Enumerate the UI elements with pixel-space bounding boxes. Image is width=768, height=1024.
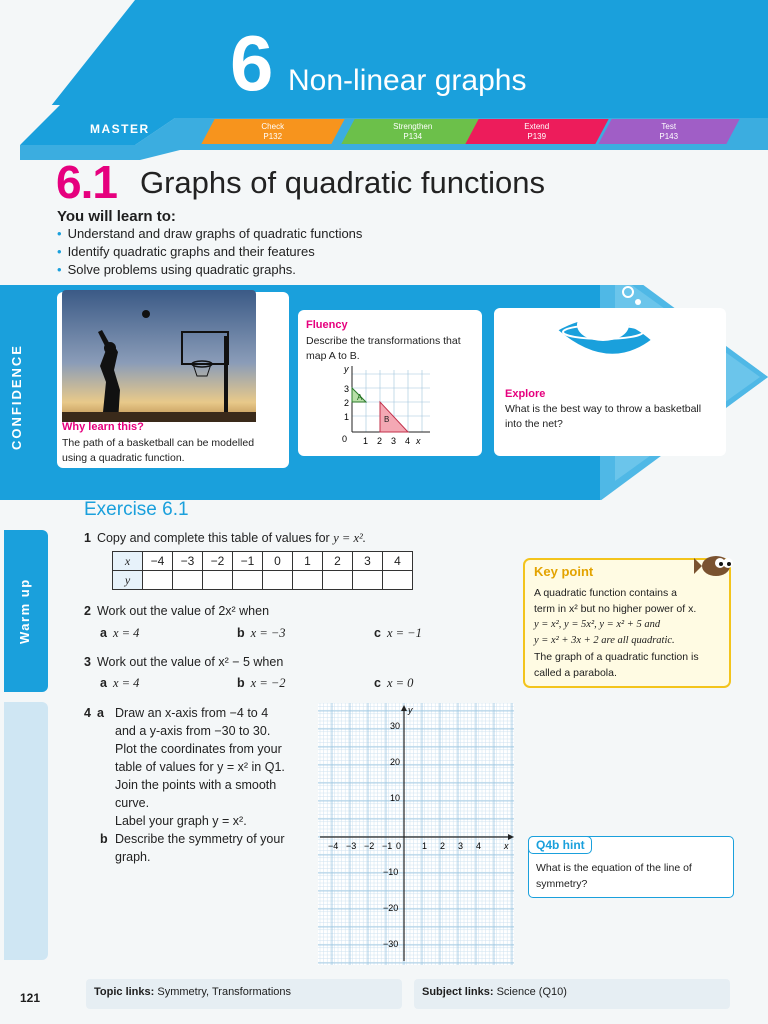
explore-title: Explore: [505, 388, 546, 400]
question-4a-text: Draw an x-axis from −4 to 4 and a y-axis from −30 to 30. Plot the coordinates from your table of values for y = x² in Q1. Join the points with a smooth curve. Label your graph y = x².: [115, 706, 285, 828]
fish-icon: [694, 552, 734, 580]
y-tick: −20: [383, 903, 399, 913]
table-cell: −1: [233, 552, 263, 571]
table-header: x: [113, 552, 143, 571]
table-cell: [263, 571, 293, 590]
x-tick: −4: [328, 841, 339, 851]
question-1: 1 Copy and complete this table of values for y = x².: [84, 531, 366, 545]
learn-item: • Identify quadratic graphs and their features: [57, 244, 315, 259]
y-axis-label: y: [344, 364, 349, 374]
y-tick: 10: [390, 793, 401, 803]
table-cell: [203, 571, 233, 590]
x-tick: 1: [422, 841, 428, 851]
table-cell: 0: [263, 552, 293, 571]
values-table: [112, 551, 413, 590]
page-number: 121: [20, 991, 41, 1005]
equation: y = x².: [333, 531, 366, 545]
x-tick: 3: [391, 436, 397, 446]
table-cell: 1: [293, 552, 323, 571]
extend-link[interactable]: [465, 119, 608, 144]
question-3: 3 Work out the value of x² − 5 when: [84, 655, 284, 669]
x-tick: −2: [364, 841, 375, 851]
fluency-title: Fluency: [306, 319, 348, 331]
key-point-title: Key point: [534, 564, 594, 579]
pill-label: Test: [661, 122, 677, 131]
origin-label: 0: [342, 434, 348, 444]
side-tab: [4, 702, 48, 960]
shape-b-label: B: [384, 415, 390, 424]
table-cell: −2: [203, 552, 233, 571]
strengthen-link[interactable]: [341, 119, 484, 144]
question-part: c x = −1: [374, 626, 422, 640]
chapter-title: Non-linear graphs: [288, 64, 527, 97]
pill-label: Check: [261, 122, 285, 131]
table-cell: 2: [323, 552, 353, 571]
fluency-text: Describe the transformations that map A to B.: [306, 335, 461, 362]
y-tick: −30: [383, 939, 399, 949]
y-tick: 30: [390, 721, 401, 731]
question-2: 2 Work out the value of 2x² when: [84, 604, 270, 618]
learn-heading: You will learn to:: [57, 208, 176, 225]
learn-item: • Solve problems using quadratic graphs.: [57, 262, 296, 277]
x-tick: 2: [377, 436, 383, 446]
basketball-photo: [62, 290, 256, 422]
question-number: 1: [84, 531, 91, 545]
topic-links: Topic links: Symmetry, Transformations: [86, 979, 402, 1009]
pill-page: P134: [403, 132, 423, 141]
x-tick: 4: [405, 436, 411, 446]
question-part: b x = −2: [237, 676, 286, 690]
pill-page: P139: [527, 132, 547, 141]
master-label: MASTER: [90, 122, 150, 136]
subject-links: Subject links: Science (Q10): [414, 979, 730, 1009]
shape-a-label: A: [357, 393, 363, 402]
learn-item: • Understand and draw graphs of quadratic functions: [57, 226, 363, 241]
pill-label: Extend: [524, 122, 550, 131]
question-part: a x = 4: [100, 626, 140, 640]
question-number: 2: [84, 604, 91, 618]
section-title: Graphs of quadratic functions: [140, 165, 545, 200]
table-cell: [353, 571, 383, 590]
question-4b-label: b: [100, 832, 108, 846]
table-header: y: [113, 571, 143, 590]
question-part: b x = −3: [237, 626, 286, 640]
x-tick: −3: [346, 841, 357, 851]
table-cell: [233, 571, 263, 590]
table-cell: −3: [173, 552, 203, 571]
question-part: a x = 4: [100, 676, 140, 690]
spaceship-icon: [548, 280, 668, 390]
y-axis-label: y: [408, 705, 413, 715]
x-tick: 1: [363, 436, 369, 446]
question-part: c x = 0: [374, 676, 414, 690]
question-number: 3: [84, 655, 91, 669]
check-link[interactable]: [201, 119, 344, 144]
table-cell: 4: [383, 552, 413, 571]
warmup-label: Warm up: [17, 578, 32, 644]
question-4: 4 a: [84, 706, 104, 720]
x-tick: 2: [440, 841, 446, 851]
y-tick: 3: [344, 384, 350, 394]
y-tick: 20: [390, 757, 401, 767]
question-number: 4: [84, 706, 91, 720]
hint-title: Q4b hint: [536, 838, 585, 852]
key-point-text: A quadratic function contains a term in x² but no higher power of x. y = x², y = 5x², y = x² + 5 and y = x² + 3x + 2 are all quadratic. The graph of a quadratic function is called a parabola.: [534, 587, 699, 679]
confidence-label: CONFIDENCE: [9, 344, 24, 450]
transformation-grid: [330, 362, 440, 450]
x-axis-label: x: [504, 841, 509, 851]
pill-page: P143: [659, 132, 679, 141]
chapter-number: 6: [230, 19, 272, 107]
y-tick: 1: [344, 412, 350, 422]
answer-graph-grid: [318, 703, 514, 965]
x-tick: 3: [458, 841, 464, 851]
table-cell: 3: [353, 552, 383, 571]
question-4b-text: Describe the symmetry of your graph.: [115, 832, 285, 864]
section-number: 6.1: [56, 156, 117, 208]
pill-page: P132: [263, 132, 283, 141]
table-cell: [323, 571, 353, 590]
y-tick: 2: [344, 398, 350, 408]
x-tick: −1: [382, 841, 393, 851]
origin-label: 0: [396, 841, 402, 851]
table-cell: [383, 571, 413, 590]
test-link[interactable]: [598, 119, 739, 144]
why-title: Why learn this?: [62, 421, 144, 433]
x-tick: 4: [476, 841, 482, 851]
table-cell: [143, 571, 173, 590]
pill-label: Strengthen: [393, 122, 433, 131]
table-cell: −4: [143, 552, 173, 571]
explore-text: What is the best way to throw a basketball into the net?: [505, 403, 702, 430]
why-text: The path of a basketball can be modelled using a quadratic function.: [62, 437, 255, 464]
table-cell: [293, 571, 323, 590]
y-tick: −10: [383, 867, 399, 877]
exercise-title: Exercise 6.1: [84, 499, 189, 520]
x-axis-label: x: [416, 436, 421, 446]
hint-text: What is the equation of the line of symmetry?: [536, 862, 692, 890]
table-cell: [173, 571, 203, 590]
